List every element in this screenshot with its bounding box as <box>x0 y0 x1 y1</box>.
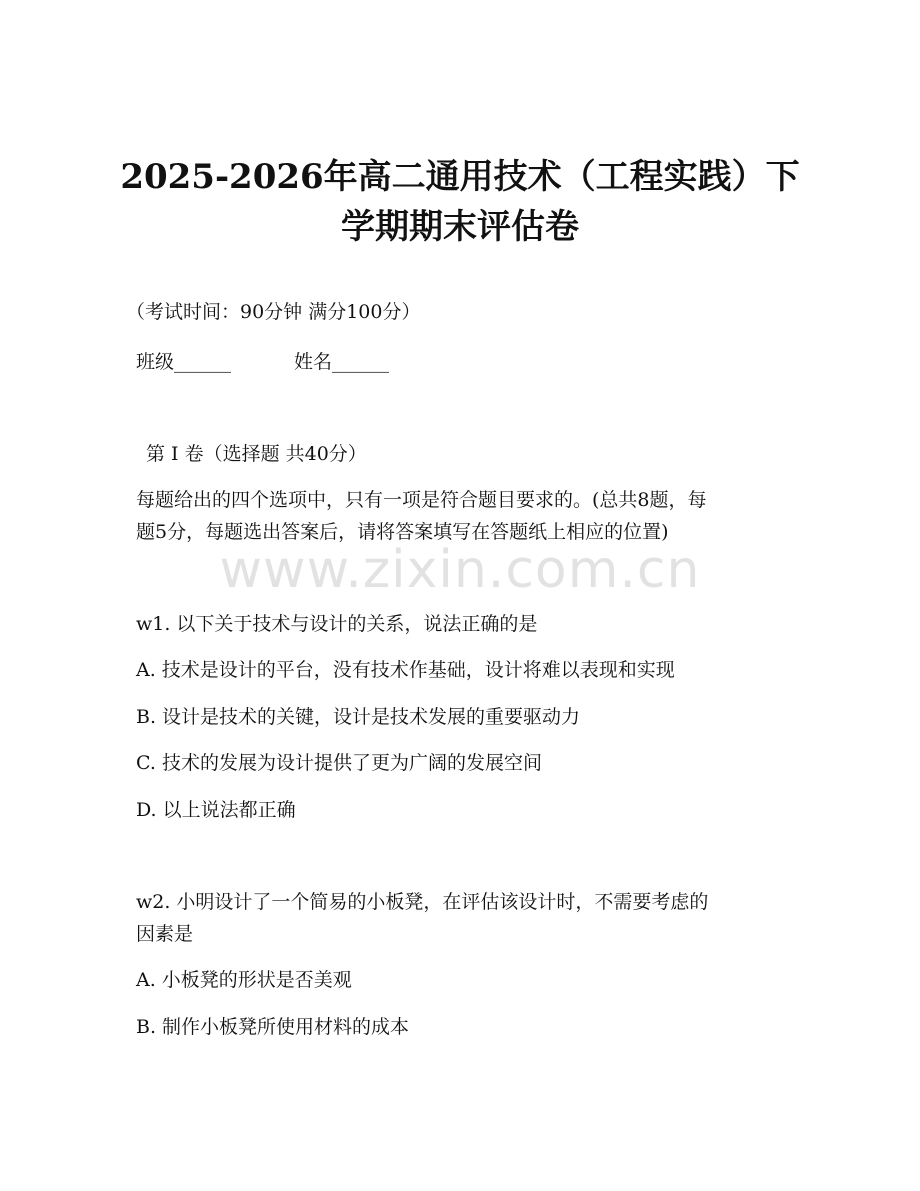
instructions-line2: 题5分，每题选出答案后，请将答案填写在答题纸上相应的位置) <box>136 521 669 543</box>
question-2-option-a: A. 小板凳的形状是否美观 <box>136 969 352 991</box>
question-1-option-d: D. 以上说法都正确 <box>136 799 296 821</box>
question-2-stem-line2: 因素是 <box>136 923 194 945</box>
exam-title-line1: 2025-2026年高二通用技术（工程实践）下 <box>120 157 800 197</box>
question-2-stem-line1: w2. 小明设计了一个简易的小板凳，在评估该设计时，不需要考虑的 <box>136 891 709 913</box>
name-field: 姓名______ <box>294 351 390 373</box>
question-1-option-c: C. 技术的发展为设计提供了更为广阔的发展空间 <box>136 752 542 774</box>
question-1-option-a: A. 技术是设计的平台，没有技术作基础，设计将难以表现和实现 <box>136 659 675 681</box>
exam-info: （考试时间：90分钟 满分100分） <box>126 301 421 323</box>
class-field: 班级______ <box>136 351 232 373</box>
question-1-stem: w1. 以下关于技术与设计的关系，说法正确的是 <box>136 613 538 635</box>
section-heading: 第 I 卷（选择题 共40分） <box>146 443 367 465</box>
question-1-option-b: B. 设计是技术的关键，设计是技术发展的重要驱动力 <box>136 706 581 728</box>
instructions-line1: 每题给出的四个选项中，只有一项是符合题目要求的。(总共8题，每 <box>136 489 707 511</box>
exam-title-line2: 学期期末评估卷 <box>341 207 579 247</box>
watermark: www.zixin.com.cn <box>219 540 701 600</box>
question-2-option-b: B. 制作小板凳所使用材料的成本 <box>136 1016 410 1038</box>
